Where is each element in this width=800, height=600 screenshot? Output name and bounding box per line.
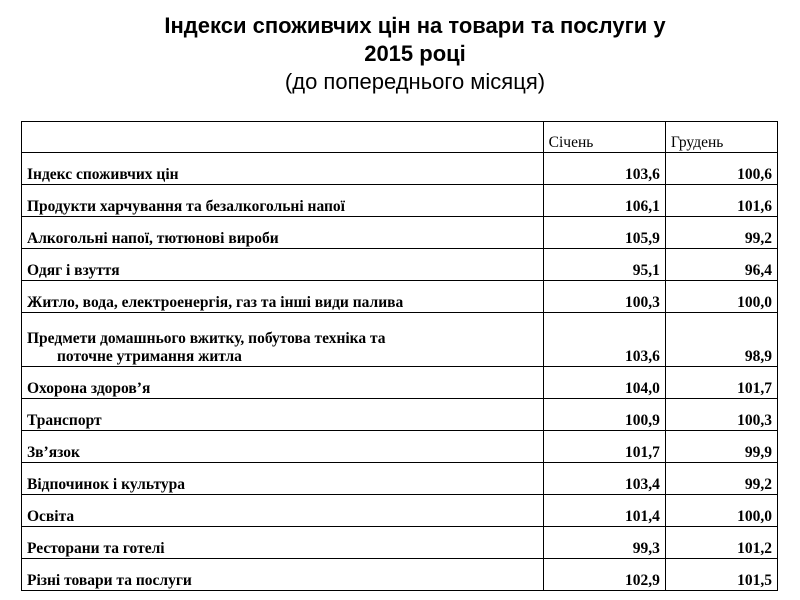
- january-value: 99,3: [543, 527, 665, 559]
- row-label: [22, 313, 544, 367]
- december-value: 100,6: [665, 153, 777, 185]
- row-label: Продукти харчування та безалкогольні напої: [22, 185, 544, 217]
- row-label: Зв’язок: [22, 431, 544, 463]
- december-value: 100,0: [665, 281, 777, 313]
- row-label-line-1: Предмети домашнього вжитку, побутова техніка та: [27, 330, 386, 347]
- title-block: [0, 12, 800, 96]
- january-value: 100,9: [543, 399, 665, 431]
- december-value: 101,7: [665, 367, 777, 399]
- table-row: [22, 281, 778, 313]
- row-label: Алкогольні напої, тютюнові вироби: [22, 217, 544, 249]
- january-value: 102,9: [543, 559, 665, 591]
- row-label: Ресторани та готелі: [22, 527, 544, 559]
- header-january: Січень: [543, 122, 665, 153]
- january-value: 106,1: [543, 185, 665, 217]
- january-value: 105,9: [543, 217, 665, 249]
- january-value: 103,6: [543, 313, 665, 367]
- january-value: 101,7: [543, 431, 665, 463]
- page-subtitle: (до попереднього місяця): [284, 69, 546, 94]
- table-row: [22, 463, 778, 495]
- row-label: Одяг і взуття: [22, 249, 544, 281]
- table-row: [22, 249, 778, 281]
- table-row: [22, 559, 778, 591]
- january-value: 103,4: [543, 463, 665, 495]
- table-row: [22, 431, 778, 463]
- table-row: [22, 313, 778, 367]
- header-empty-cell: [22, 122, 544, 153]
- table-row: [22, 399, 778, 431]
- december-value: 98,9: [665, 313, 777, 367]
- december-value: 100,0: [665, 495, 777, 527]
- december-value: 101,2: [665, 527, 777, 559]
- row-label: Транспорт: [22, 399, 544, 431]
- table-row: [22, 495, 778, 527]
- december-value: 96,4: [665, 249, 777, 281]
- row-label: Охорона здоров’я: [22, 367, 544, 399]
- table-row: [22, 153, 778, 185]
- january-value: 100,3: [543, 281, 665, 313]
- december-value: 99,2: [665, 463, 777, 495]
- december-value: 99,9: [665, 431, 777, 463]
- header-december: Грудень: [665, 122, 777, 153]
- table-row: [22, 527, 778, 559]
- january-value: 95,1: [543, 249, 665, 281]
- january-value: 104,0: [543, 367, 665, 399]
- page-title-line-1: Індекси споживчих цін на товари та послуги у: [164, 13, 666, 38]
- page-title-line-2: 2015 році: [364, 41, 466, 66]
- row-label: Житло, вода, електроенергія, газ та інші види палива: [22, 281, 544, 313]
- table-header-row: [22, 122, 778, 153]
- row-label: Індекс споживчих цін: [22, 153, 544, 185]
- january-value: 101,4: [543, 495, 665, 527]
- table-row: [22, 185, 778, 217]
- december-value: 100,3: [665, 399, 777, 431]
- row-label: Освіта: [22, 495, 544, 527]
- december-value: 101,6: [665, 185, 777, 217]
- row-label-line-2: поточне утримання житла: [57, 348, 242, 365]
- row-label: Різні товари та послуги: [22, 559, 544, 591]
- row-label: Відпочинок і культура: [22, 463, 544, 495]
- cpi-table: [21, 121, 778, 591]
- december-value: 101,5: [665, 559, 777, 591]
- table-row: [22, 367, 778, 399]
- january-value: 103,6: [543, 153, 665, 185]
- table-row: [22, 217, 778, 249]
- december-value: 99,2: [665, 217, 777, 249]
